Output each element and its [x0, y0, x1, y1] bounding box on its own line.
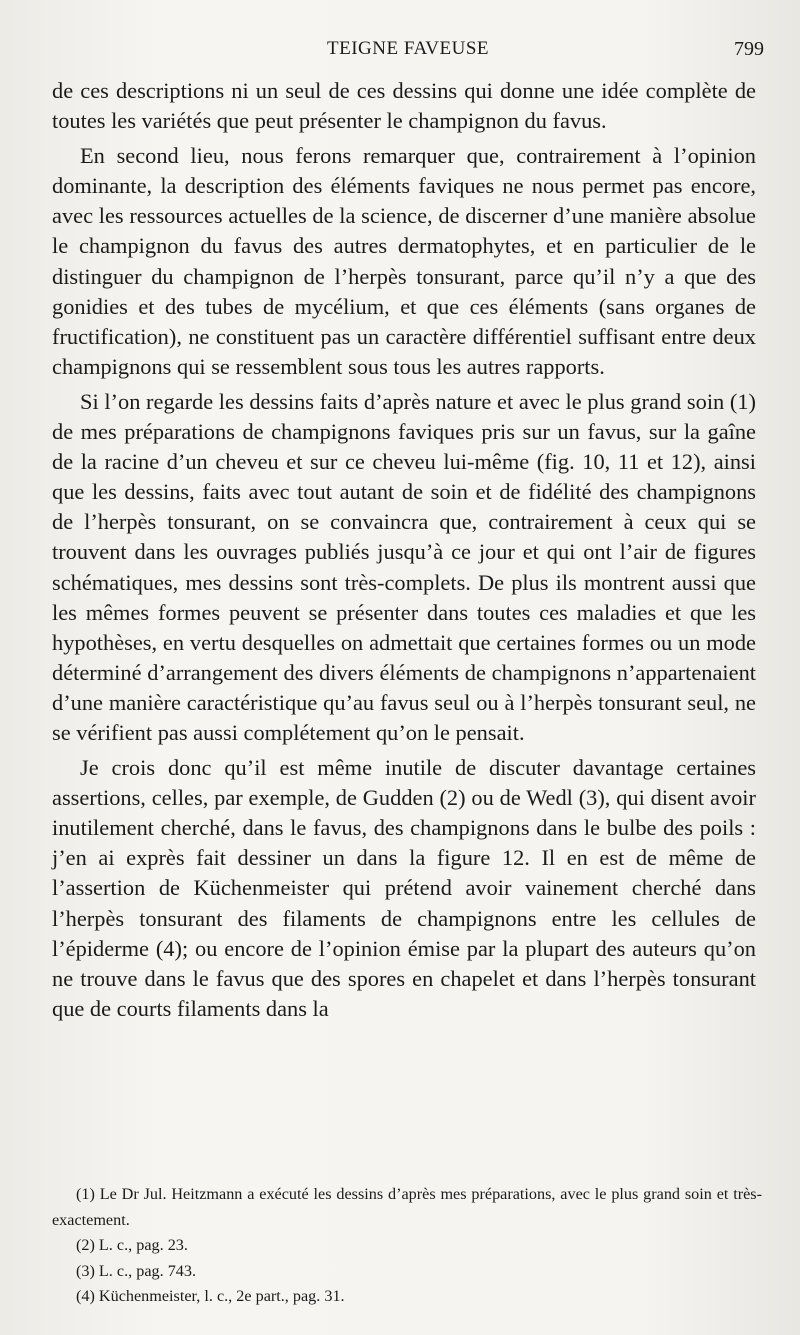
footnote: (1) Le Dr Jul. Heitzmann a exécuté les dessins d’après mes préparations, avec le plus grand soin et très-exactement. — [52, 1185, 762, 1229]
paragraph: Je crois donc qu’il est même inutile de discuter davantage certaines assertions, celles, par exemple, de Gudden (2) ou de Wedl (3), qui disent avoir inutilement cherché, dans le favus, des champignons dans le bulbe des poils : j’en ai exprès fait dessiner un dans la figure 12. Il en est de même de l’assertion de Küchenmeister qui prétend avoir vainement cherché dans l’herpès tonsurant des filaments de champignons entre les cellules de l’épiderme (4); ou encore de l’opinion émise par la plupart des auteurs qu’on ne trouve dans le favus que des spores en chapelet et dans l’herpès tonsurant que de courts filaments dans la — [52, 755, 756, 1021]
paragraph: En second lieu, nous ferons remarquer que, contrairement à l’opinion dominante, la description des éléments faviques ne nous permet pas encore, avec les ressources actuelles de la science, de discerner d’une manière absolue le champignon du favus des autres dermatophytes, et en particulier de le distinguer du champignon de l’herpès tonsurant, parce qu’il n’y a que des gonidies et des tubes de mycélium, et que ces éléments (sans organes de fructification), ne constituent pas un caractère différentiel suffisant entre deux champignons qui se ressemblent sous tous les autres rapports. — [52, 143, 756, 379]
page-header — [52, 38, 764, 66]
footnotes — [52, 1182, 762, 1310]
page-number: 799 — [734, 38, 764, 60]
footnote: (2) L. c., pag. 23. — [76, 1236, 188, 1254]
paragraph: de ces descriptions ni un seul de ces dessins qui donne une idée complète de toutes les variétés que peut présenter le champignon du favus. — [52, 78, 756, 134]
footnote: (4) Küchenmeister, l. c., 2e part., pag. 31. — [76, 1287, 345, 1305]
footnote: (3) L. c., pag. 743. — [76, 1261, 197, 1280]
running-title: TEIGNE FAVEUSE — [327, 38, 489, 59]
paragraph: Si l’on regarde les dessins faits d’après nature et avec le plus grand soin (1) de mes préparations de champignons faviques pris sur un favus, sur la gaîne de la racine d’un cheveu et sur ce cheveu lui-même (fig. 10, 11 et 12), ainsi que les dessins, faits avec tout autant de soin et de fidélité des champignons de l’herpès tonsurant, on se convaincra que, contrairement à ceux qui se trouvent dans les ouvrages publiés jusqu’à ce jour et qui ont l’air de figures schématiques, mes dessins sont très-complets. De plus ils montrent aussi que les mêmes formes peuvent se présenter dans toutes ces maladies et que les hypothèses, en vertu desquelles on admettait que certaines formes ou un mode déterminé d’arrangement des divers éléments de champignons n’appartenaient d’une manière caractéristique qu’au favus seul ou à l’herpès tonsurant seul, ne se vérifient pas aussi complétement qu’on le pensait. — [52, 388, 756, 745]
main-text — [52, 76, 756, 1024]
